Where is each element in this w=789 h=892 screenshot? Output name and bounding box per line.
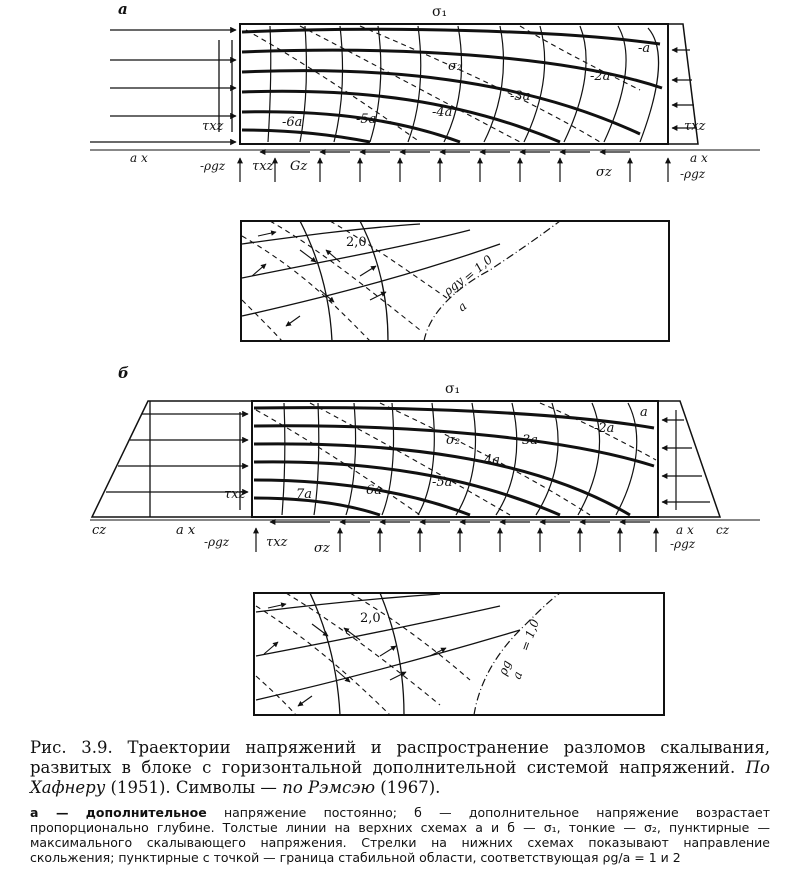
panel-a-lower bbox=[241, 221, 669, 341]
panel-a-sigma1-trajectories bbox=[242, 29, 662, 142]
panel-a-contour-4: -4а bbox=[432, 105, 453, 120]
panel-a-gz-label: Gz bbox=[290, 159, 308, 174]
panel-b-sigma2-label: σ₂ bbox=[446, 433, 461, 448]
panel-a-contour-3: -3а bbox=[510, 89, 531, 104]
panel-a-contour-5: -5а bbox=[356, 112, 377, 127]
caption-symbols-year: (1967). bbox=[380, 778, 441, 797]
panel-b-tau-bottom: τxz bbox=[266, 535, 288, 550]
caption-after-year: (1951). bbox=[110, 778, 171, 797]
panel-b-lower-ratio-num: ρg bbox=[495, 658, 514, 678]
panel-a-sigma2-label: σ₂ bbox=[448, 59, 463, 74]
panel-a-contour-2: -2а bbox=[590, 69, 611, 84]
caption-after: По Хафнеру bbox=[30, 758, 770, 797]
panel-b-contour-6: 6а bbox=[366, 483, 383, 498]
panel-b-cz-right: cz bbox=[716, 523, 730, 537]
panel-b-right-triangle bbox=[658, 401, 720, 517]
panel-b-sigmaz-label: σz bbox=[314, 541, 330, 556]
figure-caption bbox=[30, 738, 770, 798]
panel-b-lower-ratio-den: а bbox=[509, 669, 526, 682]
legend-a-key: а — bbox=[30, 805, 69, 820]
panel-a-contour-1: -а bbox=[638, 41, 651, 56]
panel-b-ax-right: а x bbox=[676, 523, 694, 537]
panel-a-lower-stability-boundary bbox=[424, 221, 560, 341]
panel-b-contour-7: 7а bbox=[296, 487, 313, 502]
panel-a-max-shear-lines bbox=[246, 26, 640, 142]
panel-b-cz-left: cz bbox=[92, 523, 107, 538]
panel-b-lower bbox=[254, 593, 664, 715]
panel-a-letter: а bbox=[118, 0, 128, 18]
panel-a-lower-ratio-den: а bbox=[454, 298, 470, 315]
panel-b-contour-5: -5а bbox=[432, 475, 453, 490]
panel-a-tau-right: τxz bbox=[684, 119, 706, 134]
panel-b-letter: б bbox=[118, 364, 129, 382]
caption-symbols-ref: по Рэмсэю bbox=[282, 778, 376, 797]
panel-b-lower-value: 2,0 bbox=[360, 611, 381, 626]
panel-a-sigma1-label: σ₁ bbox=[432, 4, 448, 20]
panel-b-rhogz-left: -ρgz bbox=[204, 535, 230, 549]
legend-a-bold: дополнительное bbox=[85, 805, 207, 820]
panel-b-tau-left: τxz bbox=[224, 487, 246, 502]
figure-legend bbox=[30, 805, 770, 865]
panel-a-sigmaz-label: σz bbox=[596, 165, 612, 180]
caption-title: Траектории напряжений и распространение разломов скалывания, развитых в блоке с горизонтальной дополнительной системой напряжений. bbox=[30, 738, 770, 777]
panel-a-sigma2-trajectories bbox=[268, 26, 658, 142]
panel-a-upper bbox=[90, 0, 760, 182]
panel-a-ax-right: а x bbox=[690, 151, 708, 165]
panel-b-lower-solid-lines bbox=[256, 593, 520, 715]
panel-b-sigma1-label: σ₁ bbox=[445, 381, 461, 397]
panel-b-upper bbox=[90, 364, 760, 556]
panel-a-right-load-arrows bbox=[672, 50, 697, 128]
caption-fig-num: Рис. 3.9. bbox=[30, 738, 113, 757]
panel-a-lower-ratio-value: = 1,0 bbox=[460, 252, 496, 285]
panel-a-rhogz-right: -ρgz bbox=[680, 167, 706, 181]
panel-b-lower-ratio-value: = 1,0 bbox=[517, 617, 543, 654]
panel-a-tau-bottom: τxz bbox=[252, 159, 274, 174]
panel-a-lower-ratio-num: ρgy bbox=[440, 273, 467, 299]
caption-symbols-label: Символы — bbox=[175, 778, 277, 797]
panel-b-contour-3: 3а bbox=[522, 433, 539, 448]
panel-b-contour-2: -2а bbox=[594, 421, 615, 436]
panel-b-ax-left: а x bbox=[176, 523, 196, 538]
panel-b-right-load-arrows bbox=[662, 410, 710, 510]
legend-text: напряжение постоянно; б — дополнительное напряжение возрастает пропорционально глубине. Толстые линии на верхних схемах а и б — σ₁, тонкие — σ₂, пунктирные — максимального скалывающего напряжения. Стрелки на нижних схемах показывают направление скольжения; пунктирные с точкой — граница стабильной области, соответствующая ρg/a = 1 и 2 bbox=[30, 805, 770, 865]
panel-a-tau-left: τxz bbox=[202, 119, 224, 134]
panel-b-contour-1: а bbox=[640, 405, 648, 420]
panel-b-rhogz-right: -ρgz bbox=[670, 537, 696, 551]
panel-a-contour-6: -6а bbox=[282, 115, 303, 130]
panel-a-lower-value: 2,0 bbox=[346, 235, 367, 250]
panel-b-contour-4: 4а bbox=[484, 453, 501, 468]
panel-b-lower-block bbox=[254, 593, 664, 715]
panel-a-block bbox=[240, 24, 668, 144]
panel-a-ax-left: а x bbox=[130, 151, 148, 165]
panel-b-lower-slip-arrows bbox=[264, 604, 446, 706]
panel-b-lower-stability-boundary bbox=[474, 593, 560, 715]
panel-a-rhogz-left: -ρgz bbox=[200, 159, 226, 173]
